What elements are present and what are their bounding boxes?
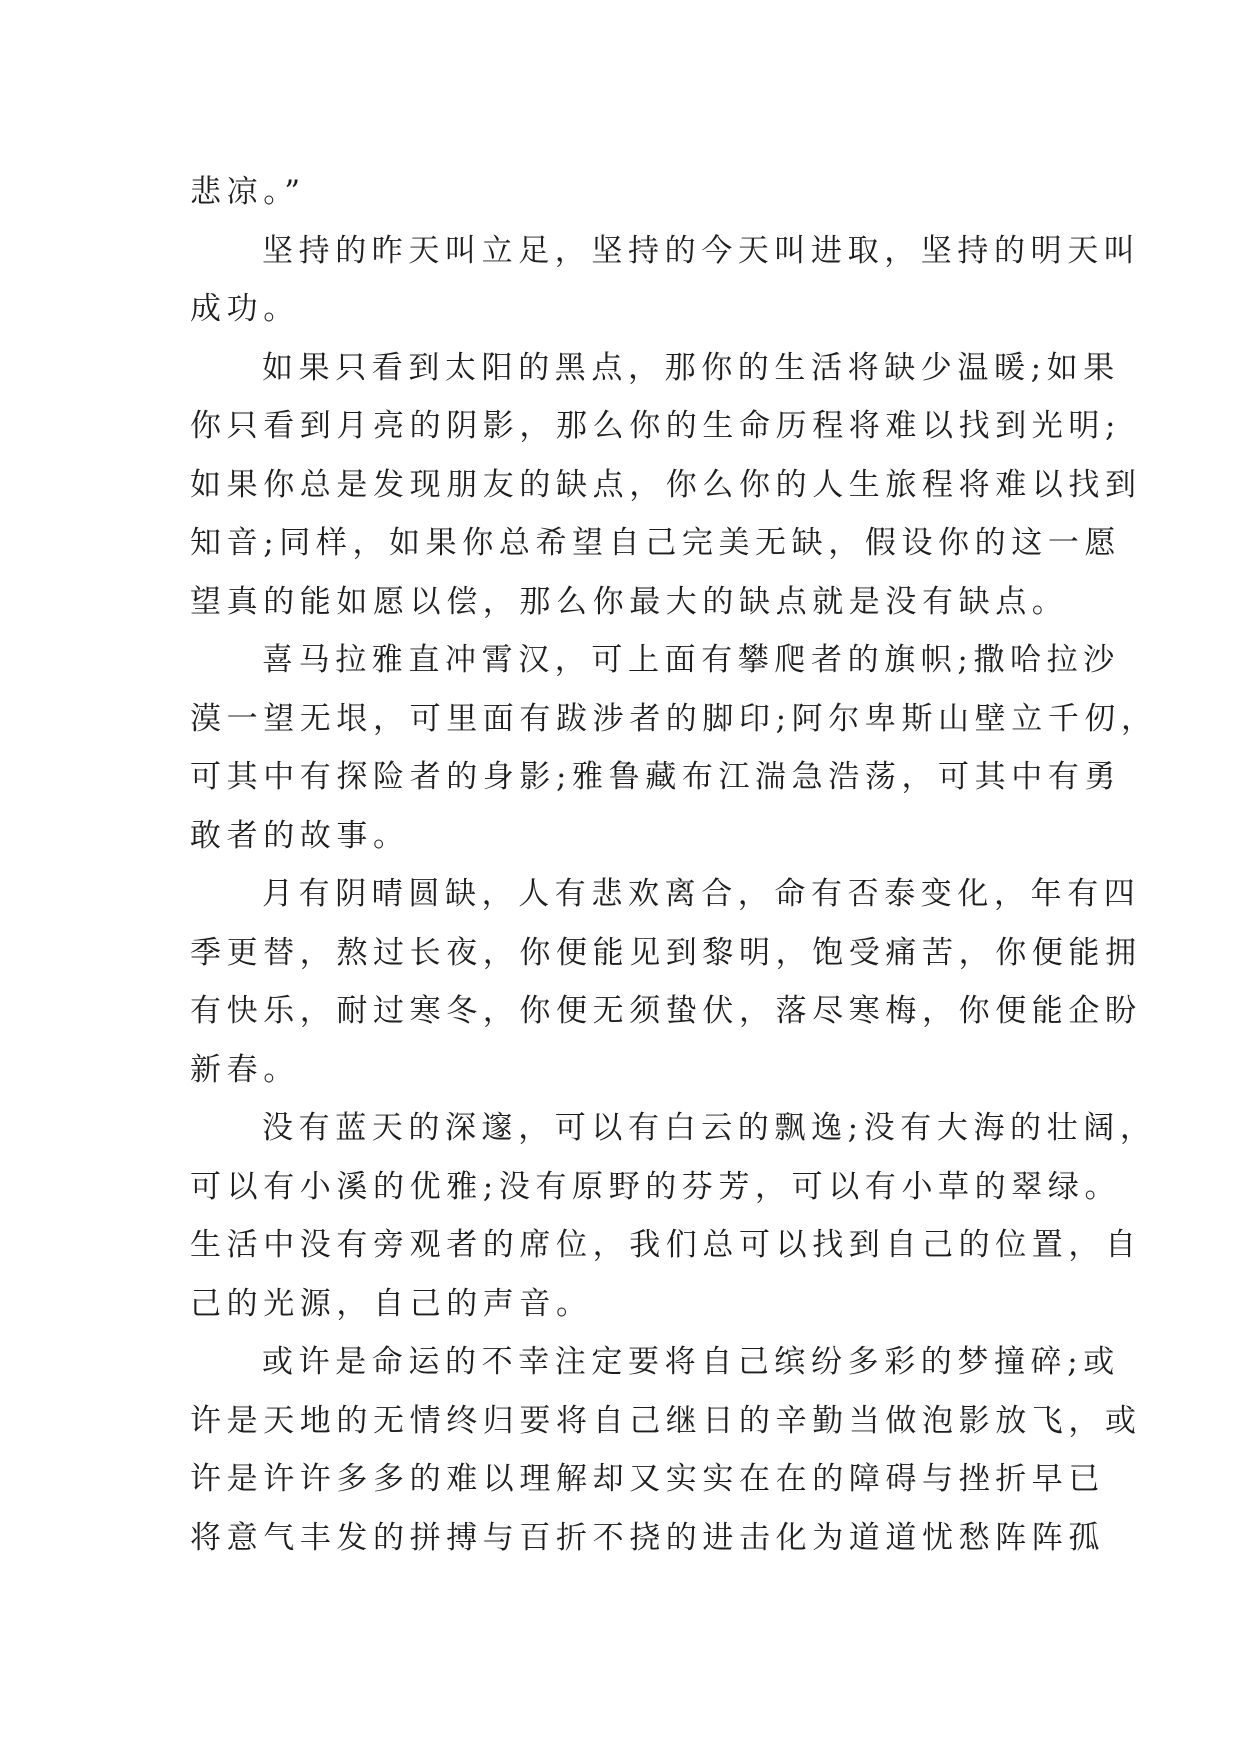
text-line: 己的光源，自己的声音。 — [190, 1285, 593, 1322]
paragraph — [190, 631, 1158, 865]
text-line: 许是天地的无情终归要将自己继日的辛勤当做泡影放飞，或 — [190, 1402, 1142, 1439]
text-line: 季更替，熬过长夜，你便能见到黎明，饱受痛苦，你便能拥 — [190, 934, 1142, 971]
text-line: 许是许许多多的难以理解却又实实在在的障碍与挫折早已 — [190, 1461, 1105, 1497]
text-line: 月有阴晴圆缺，人有悲欢离合，命有否泰变化，年有四 — [262, 876, 1141, 912]
paragraph — [190, 1333, 1142, 1567]
text-line: 望真的能如愿以偿，那么你最大的缺点就是没有缺点。 — [190, 583, 1069, 620]
text-line: 没有蓝天的深邃，可以有白云的飘逸;没有大海的壮阔， — [262, 1110, 1157, 1146]
text-line: 知音;同样，如果你总希望自己完美无缺，假设你的这一愿 — [190, 525, 1122, 561]
text-line: 喜马拉雅直冲霄汉，可上面有攀爬者的旗帜;撒哈拉沙 — [262, 642, 1120, 678]
text-line: 可以有小溪的优雅;没有原野的芬芳，可以有小草的翠绿。 — [190, 1168, 1122, 1205]
text-line: 或许是命运的不幸注定要将自己缤纷多彩的梦撞碎;或 — [262, 1344, 1120, 1380]
text-line: 如果你总是发现朋友的缺点，你么你的人生旅程将难以找到 — [190, 466, 1142, 503]
text-line: 成功。 — [190, 291, 300, 327]
paragraph — [190, 163, 1070, 222]
text-line: 敢者的故事。 — [190, 817, 410, 854]
text-line: 悲凉。” — [190, 174, 306, 210]
text-line: 坚持的昨天叫立足，坚持的今天叫进取，坚持的明天叫 — [262, 232, 1141, 269]
paragraph — [190, 865, 1142, 1099]
text-line: 新春。 — [190, 1051, 300, 1088]
paragraph — [190, 339, 1142, 632]
text-line: 漠一望无垠，可里面有跋涉者的脚印;阿尔卑斯山壁立千仞， — [190, 700, 1158, 737]
text-line: 如果只看到太阳的黑点，那你的生活将缺少温暖;如果 — [262, 349, 1120, 386]
paragraph — [190, 222, 1141, 339]
text-line: 生活中没有旁观者的席位，我们总可以找到自己的位置，自 — [190, 1227, 1142, 1263]
text-line: 有快乐，耐过寒冬，你便无须蛰伏，落尽寒梅，你便能企盼 — [190, 993, 1142, 1029]
text-line: 你只看到月亮的阴影，那么你的生命历程将难以找到光明; — [190, 408, 1122, 444]
text-line: 将意气丰发的拼搏与百折不挠的进击化为道道忧愁阵阵孤 — [190, 1519, 1105, 1556]
paragraph — [190, 1099, 1157, 1333]
text-line: 可其中有探险者的身影;雅鲁藏布江湍急浩荡，可其中有勇 — [190, 759, 1122, 795]
document-body — [190, 163, 1158, 1567]
